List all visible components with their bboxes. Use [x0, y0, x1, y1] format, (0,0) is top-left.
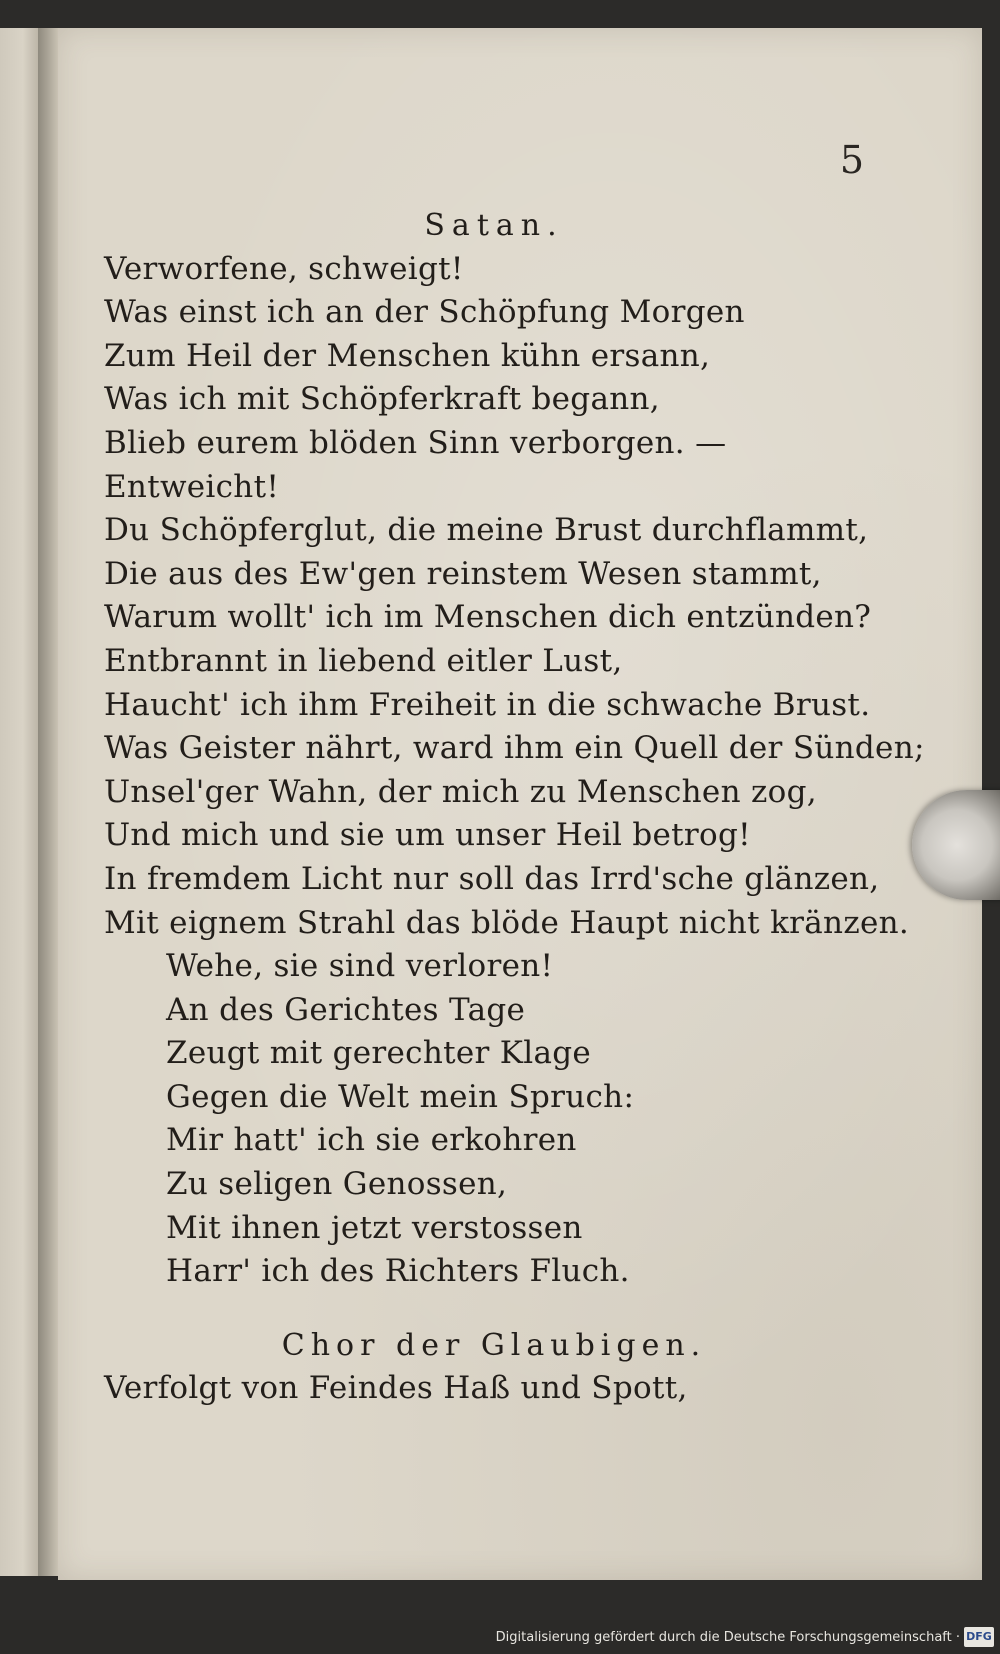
verse-line-indented: Harr' ich des Richters Fluch. — [166, 1253, 630, 1290]
book-page — [58, 28, 982, 1580]
verse-line-indented: Zeugt mit gerechter Klage — [166, 1035, 592, 1072]
verse-line-indented: Gegen die Welt mein Spruch: — [166, 1078, 635, 1115]
book-gutter — [38, 28, 60, 1576]
verse-line: Was einst ich an der Schöpfung Morgen — [104, 294, 745, 331]
verse-line: Unsel'ger Wahn, der mich zu Menschen zog, — [104, 773, 817, 810]
verse-line: Und mich und sie um unser Heil betrog! — [104, 817, 751, 854]
verse-line: Mit eignem Strahl das blöde Haupt nicht kränzen. — [104, 904, 910, 941]
verse-line: In fremdem Licht nur soll das Irrd'sche glänzen, — [104, 860, 880, 897]
verse-line: Zum Heil der Menschen kühn ersann, — [104, 337, 711, 374]
verse-line: Was ich mit Schöpferkraft begann, — [104, 381, 660, 418]
verse-line: Warum wollt' ich im Menschen dich entzünden? — [104, 599, 872, 636]
stanza-gap — [104, 1294, 944, 1324]
verse-line: Verfolgt von Feindes Haß und Spott, — [104, 1370, 688, 1407]
verse-line-indented: Mit ihnen jetzt verstossen — [166, 1209, 583, 1246]
verse-line-indented: Wehe, sie sind verloren! — [166, 948, 554, 985]
digitization-credit: Digitalisierung gefördert durch die Deutsche Forschungsgemeinschaft · — [495, 1630, 960, 1645]
verse-line-indented: Zu seligen Genossen, — [166, 1166, 508, 1203]
speaker-heading: Satan. — [424, 208, 564, 243]
verse-line-indented: Mir hatt' ich sie erkohren — [166, 1122, 577, 1159]
chorus-heading: Chor der Glaubigen. — [281, 1327, 707, 1363]
page-number: 5 — [839, 138, 864, 182]
verse-line-indented: An des Gerichtes Tage — [166, 991, 526, 1028]
previous-page-edge — [0, 28, 39, 1576]
dfg-logo-icon: DFG — [964, 1627, 994, 1647]
page-text — [104, 204, 944, 1411]
verse-line: Verworfene, schweigt! — [104, 250, 464, 287]
verse-line: Haucht' ich ihm Freiheit in die schwache Brust. — [104, 686, 871, 723]
verse-line: Die aus des Ew'gen reinstem Wesen stammt, — [104, 555, 822, 592]
verse-line: Entweicht! — [104, 468, 280, 505]
verse-line: Blieb eurem blöden Sinn verborgen. — — [104, 424, 727, 461]
verse-line: Entbrannt in liebend eitler Lust, — [104, 642, 623, 679]
verse-line: Du Schöpferglut, die meine Brust durchflammt, — [104, 512, 869, 549]
verse-line: Was Geister nährt, ward ihm ein Quell der Sünden; — [104, 730, 925, 767]
